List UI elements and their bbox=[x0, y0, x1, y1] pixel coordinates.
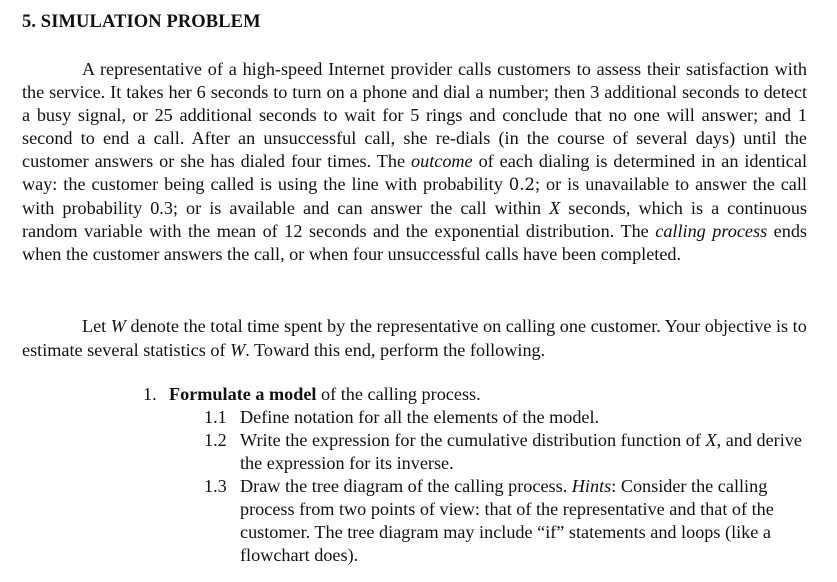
sub-item-variable-x: X bbox=[705, 430, 717, 450]
para1-variable-x: X bbox=[549, 197, 561, 218]
para2-variable-w: W bbox=[110, 316, 126, 336]
sub-item-text: Write the expression for the cumulative distribution function of bbox=[240, 430, 706, 450]
para1-text: ; or is unavailable to answer the call with probability 0.3; or is available and can answer the call within bbox=[22, 174, 807, 218]
para1-text: ends when the customer answers the call, or when four unsuccessful calls have been completed. bbox=[22, 220, 808, 264]
list-item bbox=[143, 383, 813, 406]
para1-calling-process-term: calling process bbox=[655, 220, 768, 241]
objective-paragraph bbox=[22, 314, 807, 362]
para2-text: denote the total time spent by the representative on calling one customer. Your objective is to estimate several statistics of bbox=[22, 316, 807, 360]
problem-description-paragraph bbox=[22, 58, 807, 266]
list-item-text: of the calling process. bbox=[316, 384, 481, 404]
sub-item-text: : Consider the calling process from two points of view: that of the representative and that of the customer. The tree diagram may include “if” statements and loops (like a flowchart does). bbox=[240, 476, 774, 565]
task-list bbox=[143, 383, 813, 567]
para1-text: A representative of a high-speed Internet provider calls customers to assess their satisfaction with the service. It takes her 6 seconds to turn on a phone and dial a number; then 3 additional seconds to detect a busy signal, or 25 additional seconds to wait for 5 rings and conclude that no one will answer; and 1 second to end a call. After an unsuccessful call, she re-dials (in the course of several days) until the customer answers or she has dialed four times. The bbox=[22, 59, 807, 172]
para1-probability: 0.2 bbox=[508, 175, 536, 195]
sub-list-item bbox=[143, 429, 813, 475]
list-item-number: 1. bbox=[143, 384, 157, 404]
para1-text: seconds, which is a continuous random variable with the mean of 12 seconds and the exponential distribution. The bbox=[22, 197, 807, 241]
para2-text: . Toward this end, perform the following. bbox=[245, 340, 546, 360]
para1-text: of each dialing is determined in an identical way: the customer being called is using the line with probability bbox=[22, 151, 807, 195]
list-item-bold-text: Formulate a model bbox=[169, 384, 317, 404]
sub-item-text: Draw the tree diagram of the calling process. bbox=[240, 476, 572, 496]
para2-text: Let bbox=[82, 316, 111, 336]
sub-list-item bbox=[143, 475, 813, 567]
sub-item-number: 1.2 bbox=[204, 430, 227, 450]
sub-item-text: Define notation for all the elements of the model. bbox=[240, 407, 600, 427]
sub-list-item bbox=[143, 406, 813, 429]
para2-variable-w: W bbox=[230, 340, 246, 360]
sub-item-text: , and derive the expression for its inverse. bbox=[240, 430, 802, 473]
sub-item-number: 1.3 bbox=[204, 476, 227, 496]
sub-item-hints-label: Hints bbox=[571, 476, 612, 496]
section-heading: 5. SIMULATION PROBLEM bbox=[22, 12, 261, 32]
para1-outcome-term: outcome bbox=[411, 151, 473, 172]
sub-item-number: 1.1 bbox=[204, 407, 227, 427]
